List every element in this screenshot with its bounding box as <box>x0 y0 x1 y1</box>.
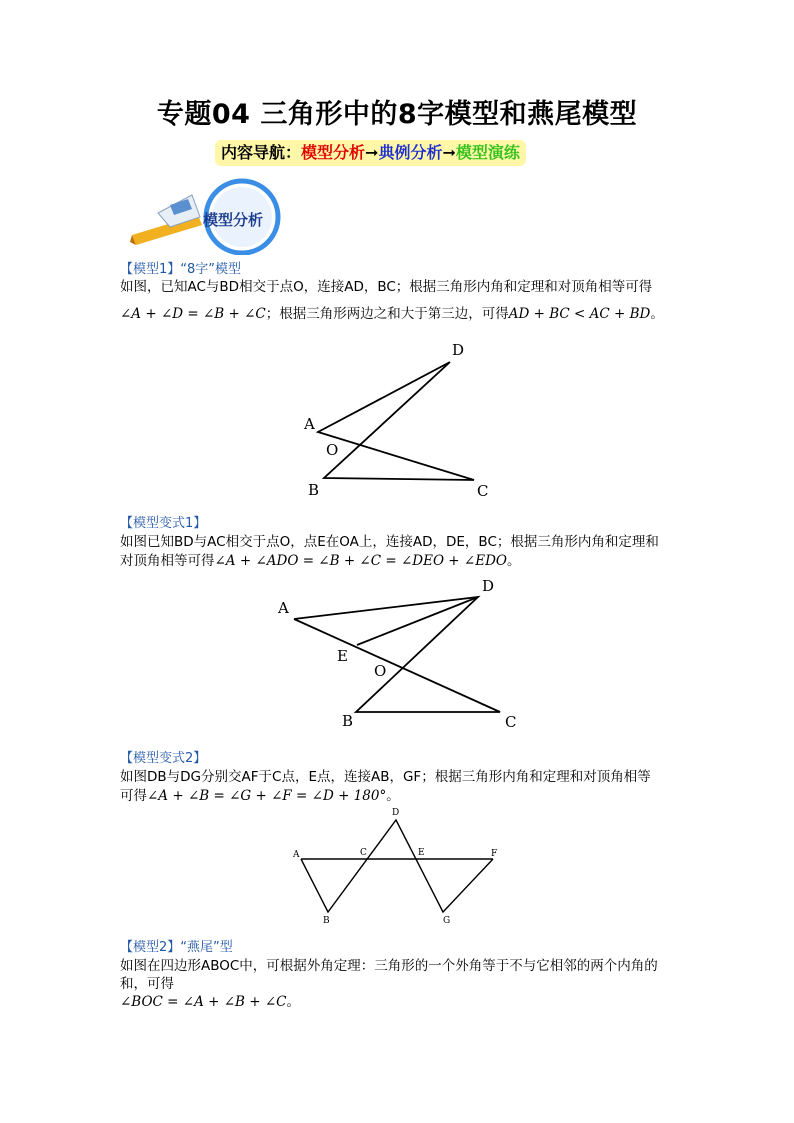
figure-8-model <box>290 338 510 508</box>
label-A: A <box>278 599 289 617</box>
nav-prefix: 内容导航： <box>221 143 302 162</box>
section-heading-variant1: 【模型变式1】 <box>120 516 207 531</box>
variant2-equation: ∠A + ∠B = ∠G + ∠F = ∠D + 180° <box>147 788 387 804</box>
label-F: F <box>491 849 498 859</box>
label-G: G <box>443 916 451 926</box>
content-navigation <box>215 140 526 166</box>
label-E: E <box>418 848 425 858</box>
model1-text-line2: ∠A + ∠D = ∠B + ∠C；根据三角形两边之和大于第三边，可得AD + BC < AC + BD。 <box>120 306 664 322</box>
label-D: D <box>482 577 495 595</box>
label-C: C <box>505 713 517 731</box>
model1-equation: ∠A + ∠D = ∠B + ∠C <box>120 306 266 322</box>
model1-inequality: AD + BC < AC + BD <box>508 306 651 322</box>
model2-text-line1: 如图在四边形ABOC中，可根据外角定理：三角形的一个外角等于不与它相邻的两个内角的 <box>120 958 658 974</box>
nav-link-model-practice[interactable]: 模型演练 <box>455 143 520 162</box>
variant1-equation: ∠A + ∠ADO = ∠B + ∠C = ∠DEO + ∠EDO <box>214 553 507 569</box>
section-heading-model1: 【模型1】“8字”模型 <box>120 262 242 277</box>
figure-variant1 <box>270 575 530 735</box>
label-D: D <box>452 341 465 359</box>
label-B: B <box>308 481 320 499</box>
label-C: C <box>477 482 489 500</box>
section-heading-model2: 【模型2】“燕尾”型 <box>120 940 233 955</box>
variant1-text-line1: 如图已知BD与AC相交于点O，点E在OA上，连接AD，DE，BC；根据三角形内角和定理和 <box>120 534 659 550</box>
variant2-text-line2: 可得∠A + ∠B = ∠G + ∠F = ∠D + 180°。 <box>120 788 400 804</box>
badge-label: 模型分析 <box>203 211 264 229</box>
variant1-text-line2: 对顶角相等可得∠A + ∠ADO = ∠B + ∠C = ∠DEO + ∠EDO。 <box>120 553 521 569</box>
label-O: O <box>374 662 387 680</box>
label-A: A <box>304 415 315 433</box>
model2-text-line2: 和，可得 <box>120 976 174 992</box>
nav-link-model-analysis[interactable]: 模型分析 <box>301 143 366 162</box>
model2-equation: ∠BOC = ∠A + ∠B + ∠C <box>120 994 287 1010</box>
arrow-icon: ➞ <box>442 143 456 162</box>
section-heading-variant2: 【模型变式2】 <box>120 751 207 766</box>
label-D: D <box>392 808 400 818</box>
label-B: B <box>342 712 354 730</box>
label-A: A <box>293 850 300 860</box>
model1-text-line1: 如图，已知AC与BD相交于点O，连接AD，BC；根据三角形内角和定理和对顶角相等可得 <box>120 279 653 295</box>
page-title: 专题04 三角形中的8字模型和燕尾模型 <box>156 99 638 130</box>
variant2-text-line1: 如图DB与DG分别交AF于C点，E点，连接AB，GF；根据三角形内角和定理和对顶角相等 <box>120 769 651 785</box>
label-C: C <box>360 848 367 858</box>
label-B: B <box>323 916 330 926</box>
label-E: E <box>337 647 348 665</box>
nav-link-example-analysis[interactable]: 典例分析 <box>378 143 443 162</box>
arrow-icon: ➞ <box>365 143 379 162</box>
label-O: O <box>326 441 339 459</box>
figure-variant2 <box>285 802 515 932</box>
model2-text-line3: ∠BOC = ∠A + ∠B + ∠C。 <box>120 994 300 1010</box>
